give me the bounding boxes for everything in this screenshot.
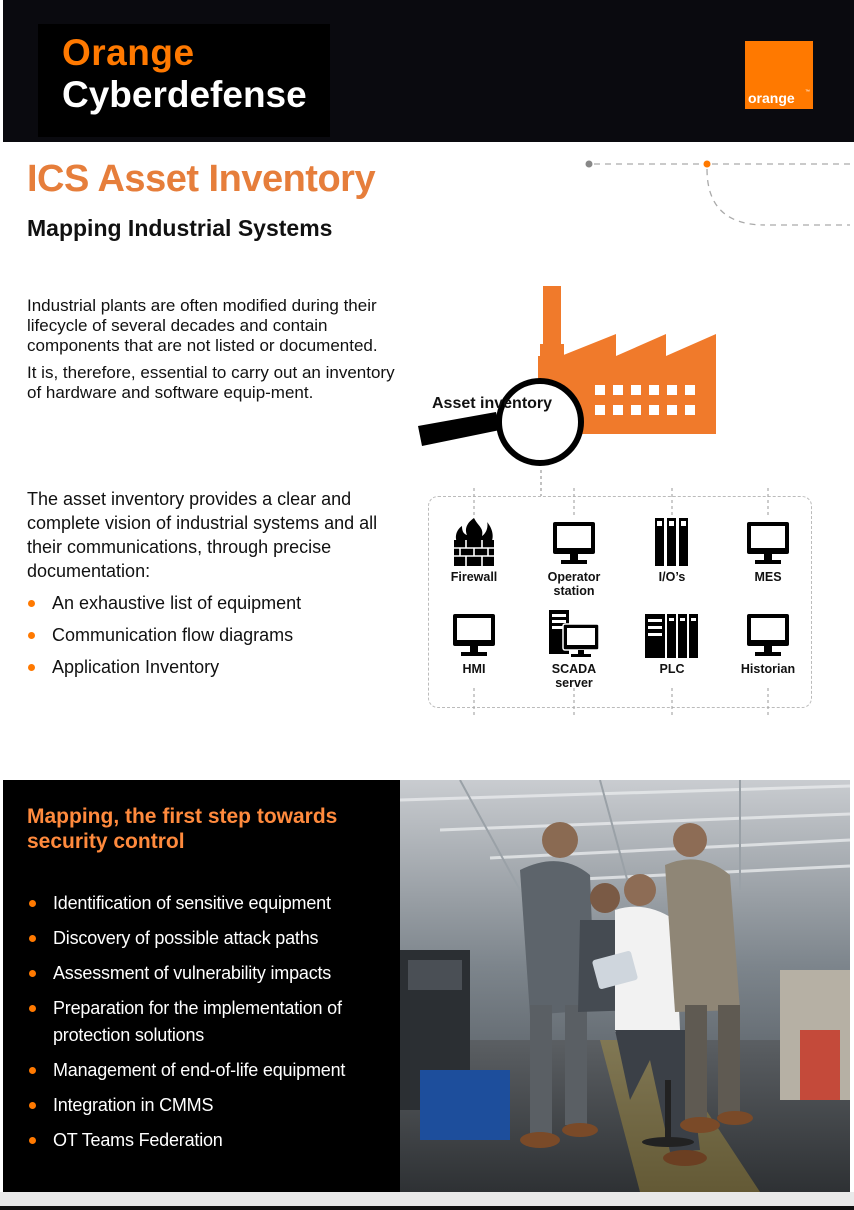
dashed-line-decoration [580, 155, 854, 235]
plc-icon [645, 614, 699, 658]
brand-tm: ™ [805, 89, 810, 95]
factory-floor-scene [400, 780, 850, 1192]
monitor-icon [745, 520, 791, 566]
device-historian [718, 610, 818, 676]
footer-bar [0, 1192, 854, 1210]
intro-paragraph: It is, therefore, essential to carry out an inventory of hardware and software equip-ment. [27, 363, 395, 402]
device-plc [622, 610, 722, 676]
device-operator-station [524, 518, 624, 598]
magnifier-icon [418, 379, 583, 465]
intro-text [27, 296, 397, 403]
device-label: Operator station [547, 570, 601, 598]
device-label: HMI [462, 662, 486, 676]
vision-paragraph: The asset inventory provides a clear and complete vision of industrial systems and all their communications, through precise documentation: [27, 489, 378, 581]
list-item: Application Inventory [26, 656, 301, 688]
brand-mark-text: orange [748, 90, 795, 106]
device-firewall [424, 518, 524, 584]
firewall-icon [452, 518, 496, 566]
device-label: SCADA server [551, 662, 597, 690]
device-mes [718, 518, 818, 584]
device-hmi [424, 610, 524, 676]
factory-magnifier-illustration [410, 284, 720, 499]
device-scada-server [524, 610, 624, 690]
header-edge [0, 0, 3, 142]
device-label: Firewall [450, 570, 498, 584]
monitor-icon [451, 612, 497, 658]
magnifier-label: Asset inventory [432, 395, 553, 412]
list-item: Integration in CMMS [27, 1092, 387, 1119]
list-item: Management of end-of-life equipment [27, 1057, 387, 1084]
monitor-icon [745, 612, 791, 658]
server-monitor-icon [547, 610, 601, 658]
list-item: Communication flow diagrams [26, 624, 301, 656]
list-item: Identification of sensitive equipment [27, 890, 387, 917]
list-item: Preparation for the implementation of protection solutions [27, 995, 387, 1049]
list-item: Discovery of possible attack paths [27, 925, 387, 952]
security-panel-title: Mapping, the first step towards security control [27, 805, 338, 853]
intro-paragraph: Industrial plants are often modified during their lifecycle of several decades and contain components that are not listed or documented. [27, 296, 378, 355]
list-item: An exhaustive list of equipment [26, 592, 301, 624]
logo-cyberdefense-text: Cyberdefense [62, 74, 307, 115]
device-label: I/O’s [658, 570, 686, 584]
page-subtitle: Mapping Industrial Systems [27, 215, 333, 241]
security-list [27, 890, 387, 1162]
device-io [622, 518, 722, 584]
engineers-photo [400, 780, 850, 1192]
security-panel [3, 780, 400, 1192]
io-modules-icon [655, 518, 689, 566]
device-label: PLC [659, 662, 685, 676]
list-item: Assessment of vulnerability impacts [27, 960, 387, 987]
footer-line [0, 1206, 854, 1210]
device-label: MES [754, 570, 782, 584]
orange-brand-mark [745, 41, 813, 109]
list-item: OT Teams Federation [27, 1127, 387, 1154]
orange-cyberdefense-logo [38, 24, 330, 137]
logo-orange-text: Orange [62, 32, 195, 73]
header-banner [0, 0, 854, 142]
documentation-list [26, 592, 301, 688]
device-label: Historian [740, 662, 796, 676]
monitor-icon [551, 520, 597, 566]
page-title: ICS Asset Inventory [27, 158, 376, 200]
